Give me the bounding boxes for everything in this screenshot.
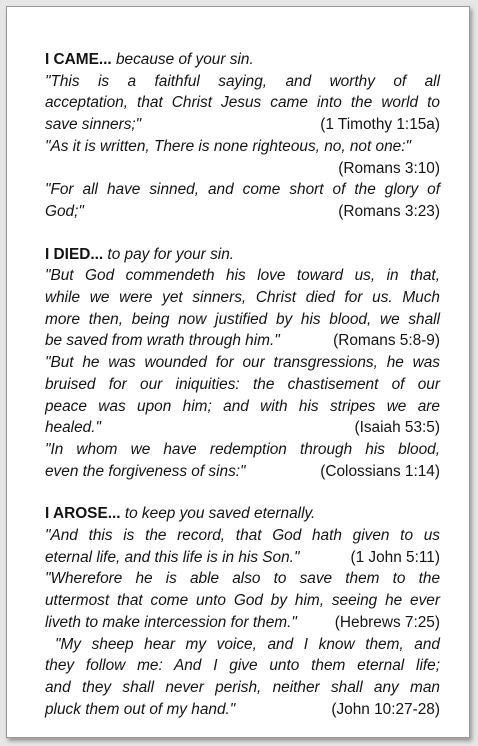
tract-content [45,49,440,741]
verse-text: God;" [45,202,84,220]
scripture-reference: (Romans 3:10) [338,159,440,177]
verse-text: "But he was wounded for our transgressions, he was [45,354,440,372]
scripture-reference: (John 10:27-28) [331,700,440,718]
verse-text: healed." [45,419,101,437]
verse-text: "As it is written, There is none righteous, no, not one:" [45,137,411,155]
verse-text: liveth to make intercession for them." [45,613,297,631]
verse-text: bruised for our iniquities: the chastisement of our [45,375,440,393]
verse-line [45,352,440,374]
scripture-reference: (1 John 5:11) [350,548,440,566]
verse-text: "And this is the record, that God hath given to us [45,527,440,545]
verse-line [45,114,440,136]
section-heading [45,49,440,71]
heading-keyword: I DIED... [45,245,104,263]
verse-text: pluck them out of my hand." [45,700,236,718]
verse-line [45,374,440,396]
verse-line [45,439,440,461]
verse-text: "For all have sinned, and come short of the glory of [45,181,440,199]
verse-line [45,265,440,287]
verse-line [45,547,440,569]
tract-card [6,6,470,738]
verse-line [45,677,440,699]
verse-line [45,461,440,483]
heading-subtitle: because of your sin. [111,51,254,68]
verse-line [45,699,440,721]
heading-subtitle: to pay for your sin. [103,245,235,263]
verse-text: peace was upon him; and with his stripes we are [45,397,440,415]
verse-line [45,330,440,352]
verse-text: "But God commendeth his love toward us, in that, [45,267,440,285]
scripture-reference: (Isaiah 53:5) [354,419,440,437]
verse-line [45,136,440,158]
verse-text: while we were yet sinners, Christ died for us. Much [45,289,440,307]
verse-text: acceptation, that Christ Jesus came into the world to [45,94,440,112]
section-heading [45,503,440,525]
scripture-reference: (1 Timothy 1:15a) [320,116,440,134]
verse-line [45,158,440,180]
heading-keyword: I AROSE... [45,505,121,523]
verse-line [45,568,440,590]
verse-line [45,612,440,634]
verse-text: uttermost that come unto God by him, seeing he ever [45,592,440,610]
verse-line [45,71,440,93]
verse-line [45,179,440,201]
verse-text: eternal life, and this life is in his Son." [45,548,300,566]
verse-text: "Wherefore he is able also to save them to the [45,570,440,588]
verse-line [45,634,440,656]
verse-text: they follow me: And I give unto them eternal life; [45,657,440,675]
verse-line [45,309,440,331]
verse-text: be saved from wrath through him." [45,332,280,350]
verse-line [45,590,440,612]
scripture-reference: (Hebrews 7:25) [334,613,440,631]
verse-line [45,287,440,309]
section-2 [45,244,440,483]
heading-subtitle: to keep you saved eternally. [120,505,316,523]
heading-keyword: I CAME... [45,51,112,68]
verse-text: "My sheep hear my voice, and I know them, and [55,635,440,653]
verse-line [45,417,440,439]
verse-line [45,92,440,114]
verse-line [45,655,440,677]
verse-text: "In whom we have redemption through his blood, [45,440,440,458]
scripture-reference: (Romans 3:23) [338,202,440,220]
scripture-reference: (Colossians 1:14) [320,462,440,480]
section-3 [45,503,440,720]
verse-text: more then, being now justified by his blood, we shall [45,310,440,328]
section-heading [45,244,440,266]
verse-text: even the forgiveness of sins:" [45,462,246,480]
scripture-reference: (Romans 5:8-9) [333,332,440,350]
verse-text: and they shall never perish, neither shall any man [45,678,440,696]
verse-line [45,201,440,223]
verse-text: "This is a faithful saying, and worthy of all [45,72,440,90]
verse-text: save sinners;" [45,116,142,134]
section-1 [45,49,440,223]
verse-line [45,525,440,547]
verse-line [45,396,440,418]
